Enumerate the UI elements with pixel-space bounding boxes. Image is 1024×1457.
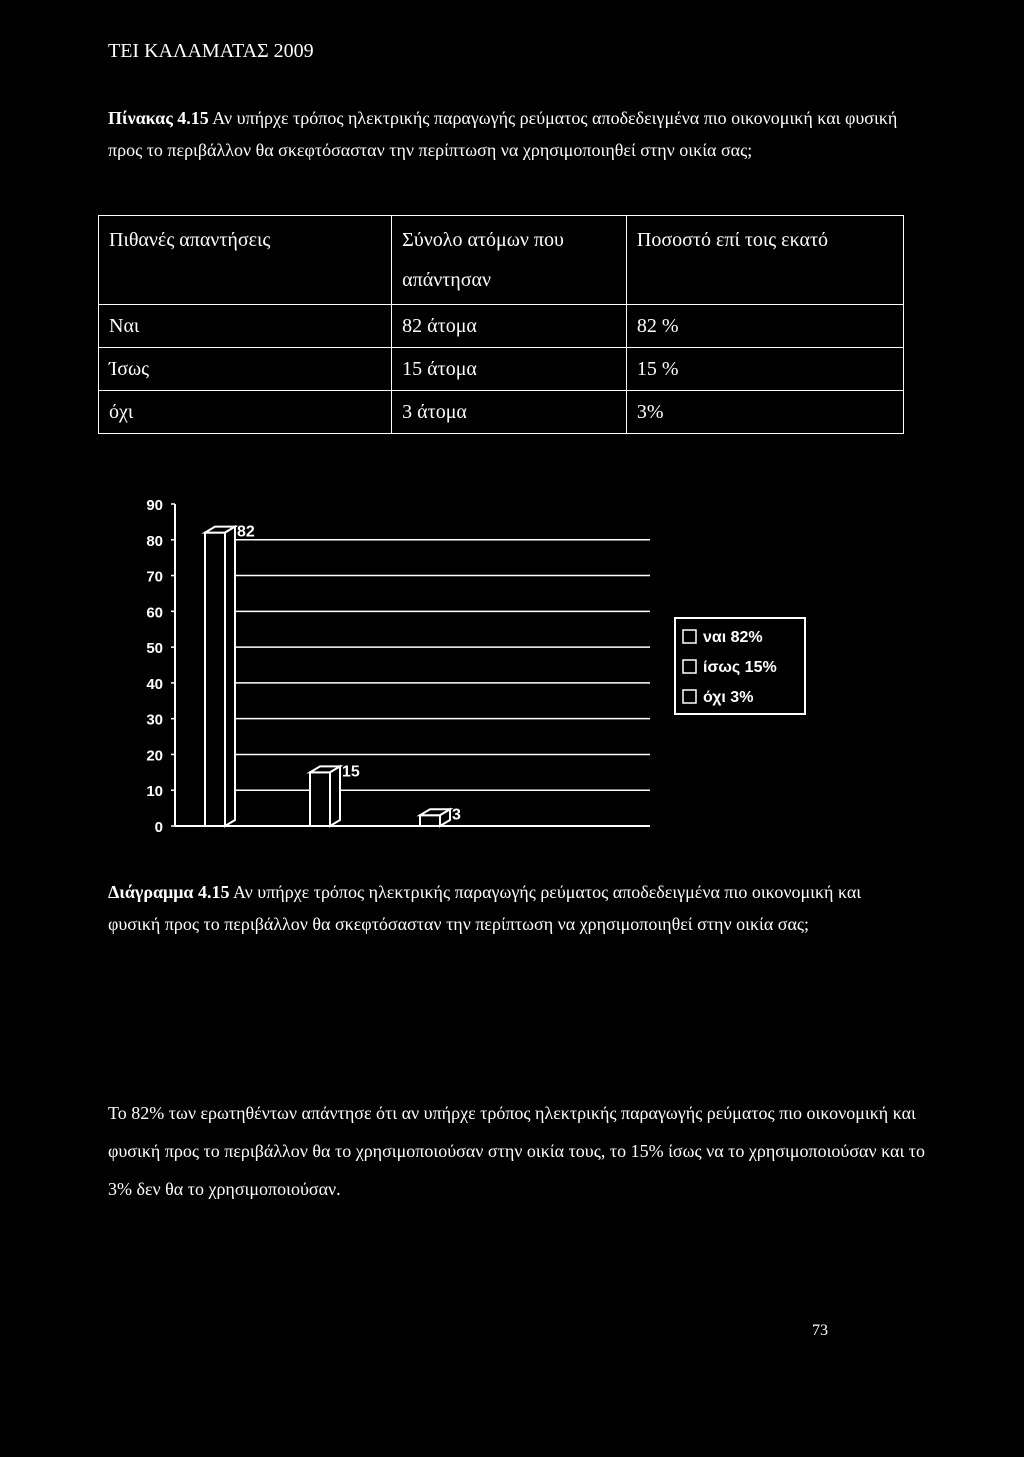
bar [205,533,225,826]
y-tick-label: 80 [146,532,163,550]
y-tick-label: 70 [146,568,163,586]
chart-caption [108,876,908,940]
table-header-cell: Ποσοστό επί τοις εκατό [626,216,903,305]
bar [420,815,440,826]
table-cell: Ναι [99,305,392,348]
y-tick-label: 50 [146,640,163,658]
table-caption-text: Αν υπήρχε τρόπος ηλεκτρικής παραγωγής ρεύματος αποδεδειγμένα πιο οικονομική και φυσική προς το περιβάλλον θα σκεφτόσασταν την περίπτωση να χρησιμοποιηθεί στην οικία σας; [108,108,898,160]
legend-swatch [683,660,696,673]
bar-side [225,527,235,826]
table-cell: 15 % [626,348,903,391]
table-header-cell: Πιθανές απαντήσεις [99,216,392,305]
y-tick-label: 30 [146,711,163,729]
bar-side [330,766,340,826]
legend-label: όχι 3% [703,689,754,706]
table-cell: όχι [99,391,392,434]
table-row [99,305,904,348]
data-label: 15 [342,763,360,781]
legend-swatch [683,690,696,703]
summary-paragraph: Το 82% των ερωτηθέντων απάντησε ότι αν υπήρχε τρόπος ηλεκτρικής παραγωγής ρεύματος πιο οικονομική και φυσική προς το περιβάλλον θα το χρησιμοποιούσαν στην οικία τους, το 15% ίσως να το χρησιμοποιούσαν και το 3% δεν θα το χρησιμοποιούσαν. [108,1103,926,1199]
y-tick-label: 20 [146,747,163,765]
page-number: 73 [812,1322,828,1339]
table-cell: 15 άτομα [392,348,627,391]
table-cell: 82 % [626,305,903,348]
table-cell: Ίσως [99,348,392,391]
data-label: 82 [237,523,255,541]
y-tick-label: 90 [146,497,163,514]
table-row [99,348,904,391]
table-cell: 3 άτομα [392,391,627,434]
bar [310,772,330,826]
table-caption [108,102,908,166]
legend-label: ίσως 15% [703,659,777,676]
y-tick-label: 60 [146,604,163,622]
y-tick-label: 40 [146,675,163,693]
y-tick-label: 10 [146,783,163,801]
chart-caption-text: Αν υπήρχε τρόπος ηλεκτρικής παραγωγής ρεύματος αποδεδειγμένα πιο οικονομική και φυσική προς το περιβάλλον θα σκεφτόσασταν την περίπτωση να χρησιμοποιηθεί στην οικία σας; [108,882,862,934]
responses-table [98,215,904,434]
page-header: ΤΕΙ ΚΑΛΑΜΑΤΑΣ 2009 [108,40,314,62]
table-header-cell: Σύνολο ατόμων που απάντησαν [392,216,627,305]
table-caption-label: Πίνακας 4.15 [108,108,209,128]
legend-swatch [683,630,696,643]
table-cell: 3% [626,391,903,434]
table-header-row [99,216,904,305]
y-tick-label: 0 [154,819,163,836]
table-row [99,391,904,434]
responses-bar-chart [120,490,820,850]
table-cell: 82 άτομα [392,305,627,348]
legend-label: ναι 82% [703,629,763,646]
data-label: 3 [452,806,461,824]
chart-caption-label: Διάγραμμα 4.15 [108,882,230,902]
